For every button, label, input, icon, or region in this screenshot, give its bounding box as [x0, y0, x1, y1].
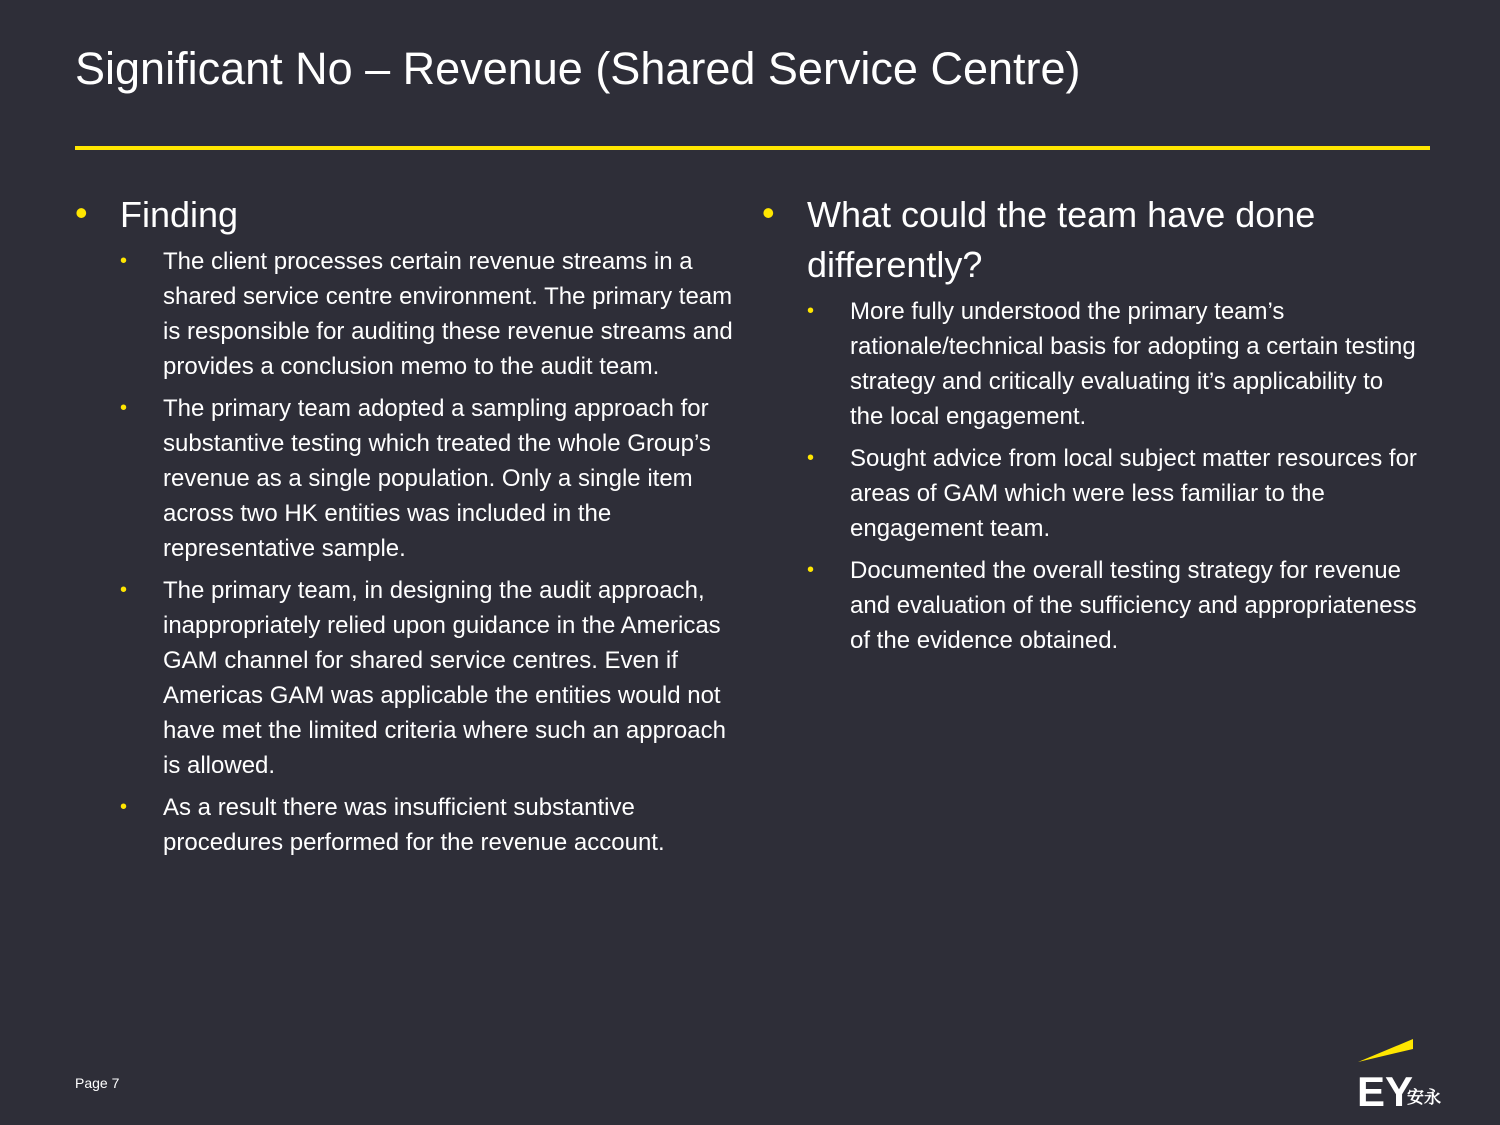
- list-item-text: Documented the overall testing strategy for revenue and evaluation of the sufficiency and appropriateness of the evidence obtained.: [850, 557, 1417, 654]
- bullet-icon: •: [120, 579, 128, 601]
- ey-logo-chinese: 安永: [1407, 1088, 1441, 1108]
- ey-logo-wordmark: EY: [1357, 1068, 1414, 1110]
- list-item: [762, 294, 1422, 434]
- page-number: Page 7: [75, 1075, 120, 1091]
- finding-heading-text: Finding: [120, 194, 239, 235]
- bullet-icon: •: [762, 192, 775, 233]
- list-item: [762, 441, 1422, 546]
- bullet-icon: •: [75, 192, 88, 233]
- bullet-icon: •: [807, 300, 815, 322]
- title-divider: [75, 146, 1430, 150]
- list-item: [762, 553, 1422, 658]
- list-item-text: The primary team adopted a sampling approach for substantive testing which treated the whole Group’s revenue as a single population. Only a single item across two HK entities was included in the representative sample.: [163, 395, 711, 562]
- finding-column: [75, 190, 740, 867]
- list-item: [75, 244, 740, 384]
- ey-beam-icon: [1358, 1039, 1413, 1062]
- bullet-icon: •: [807, 559, 815, 581]
- list-item-text: The client processes certain revenue streams in a shared service centre environment. The primary team is responsible for auditing these revenue streams and provides a conclusion memo to the audit team.: [163, 248, 733, 380]
- improvement-heading-text: What could the team have done differently?: [807, 194, 1316, 285]
- bullet-icon: •: [120, 796, 128, 818]
- list-item: [75, 573, 740, 783]
- list-item-text: Sought advice from local subject matter resources for areas of GAM which were less familiar to the engagement team.: [850, 445, 1417, 542]
- list-item-text: As a result there was insufficient substantive procedures performed for the revenue account.: [163, 794, 665, 856]
- slide-title: Significant No – Revenue (Shared Service Centre): [75, 43, 1081, 94]
- improvement-column: [762, 190, 1422, 665]
- improvement-list: [762, 294, 1422, 658]
- bullet-icon: •: [120, 397, 128, 419]
- finding-heading: [75, 190, 740, 240]
- list-item: [75, 790, 740, 860]
- finding-list: [75, 244, 740, 860]
- bullet-icon: •: [120, 250, 128, 272]
- bullet-icon: •: [807, 447, 815, 469]
- ey-logo: [1355, 1035, 1450, 1110]
- list-item: [75, 391, 740, 566]
- list-item-text: More fully understood the primary team’s rationale/technical basis for adopting a certain testing strategy and critically evaluating it’s applicability to the local engagement.: [850, 298, 1416, 430]
- list-item-text: The primary team, in designing the audit approach, inappropriately relied upon guidance in the Americas GAM channel for shared service centres. Even if Americas GAM was applicable the entities would not have met the limited criteria where such an approach is allowed.: [163, 577, 726, 779]
- improvement-heading: [762, 190, 1422, 290]
